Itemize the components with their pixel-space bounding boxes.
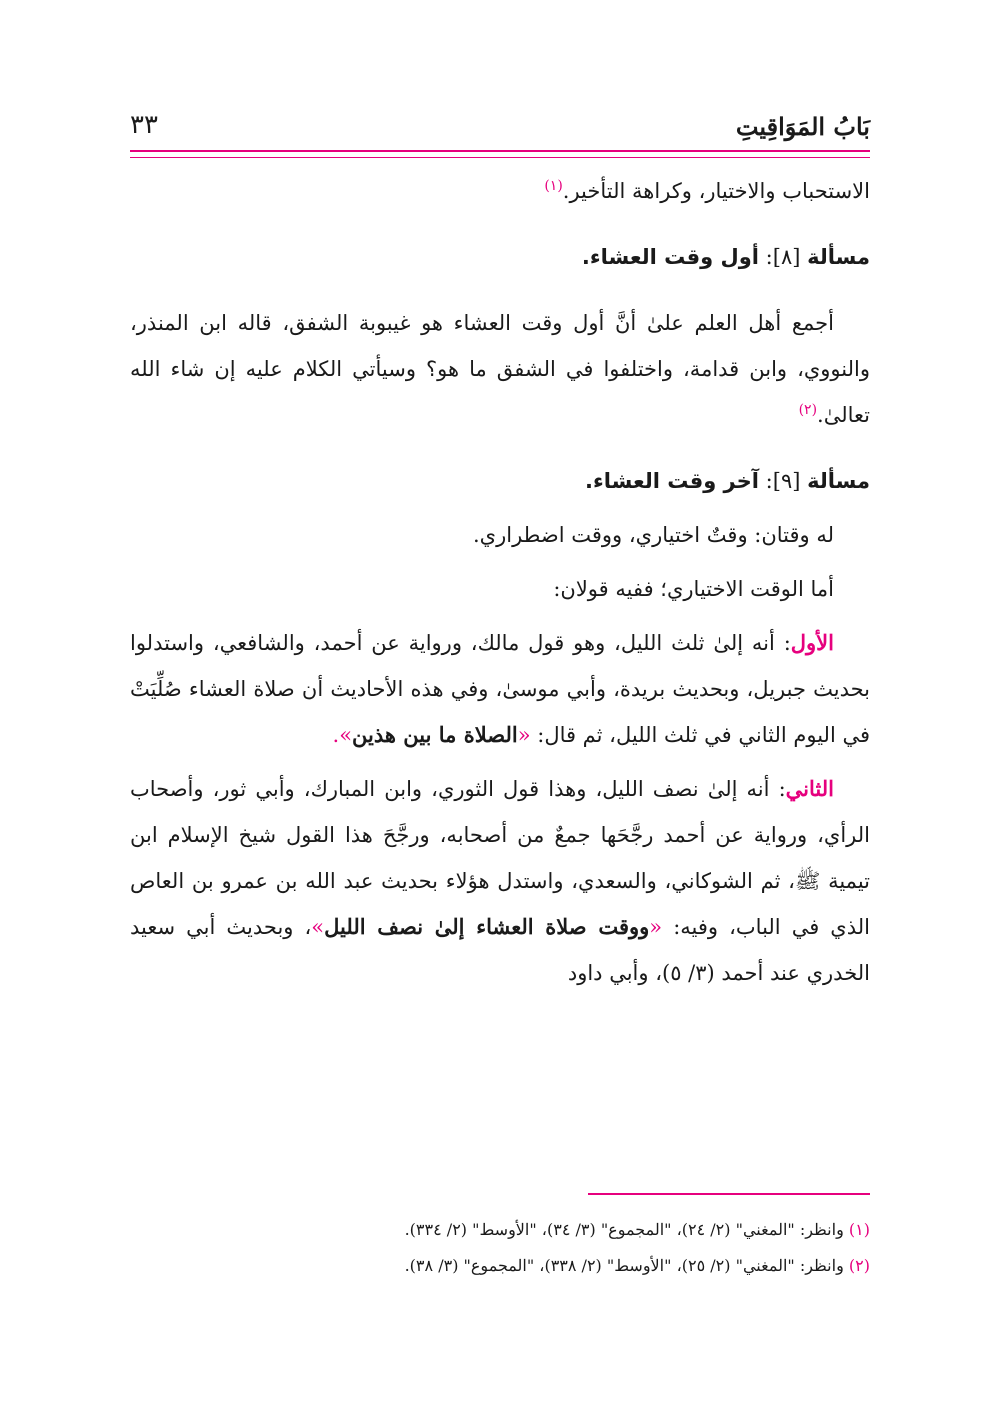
quote-close: ». [332,723,353,747]
page-header [130,108,870,152]
quote-open: « [517,723,531,747]
header-rule-thick [130,150,870,152]
paragraph-optional-time [130,566,870,612]
paragraph-text: : أنه إلىٰ ثلث الليل، وهو قول مالك، ورواية عن أحمد، والشافعي، واستدلوا بحديث جبريل، وبحديث بريدة، وأبي موسىٰ، وفي هذه الأحاديث أن صلاة العشاء صُلِّيَتْ في اليوم الثاني في ثلث الليل، ثم قال: [130,631,870,747]
footnote-text: وانظر: "المغني" (٢/ ٢٤)، "المجموع" (٣/ ٣٤)، "الأوسط" (٢/ ٣٣٤). [404,1220,844,1239]
paragraph-two-times [130,512,870,558]
paragraph-text: الاستحباب والاختيار، وكراهة التأخير. [562,179,870,203]
issue-heading-9 [130,458,870,504]
paragraph-text: : أنه إلىٰ نصف الليل، وهذا قول الثوري، وابن المبارك، وأبي ثور، وأصحاب الرأي، ورواية عن أحمد رجَّحَها جمعٌ من أصحابه، ورجَّحَ هذا القول شيخ الإسلام ابن تيمية ﷺ، ثم الشوكاني، والسعدي، واستدل هؤلاء بحديث عبد الله بن عمرو بن العاص الذي في الباب، وفيه: [130,777,871,939]
issue-title: أول وقت العشاء. [581,245,759,269]
paragraph-first-opinion [130,620,870,758]
paragraph-text-continued: ، وبحديث أبي سعيد الخدري عند أحمد (٣/ ٥)، وأبي داود [130,915,870,985]
footnote-1 [130,1212,870,1248]
main-text [130,168,870,996]
quote-close: » [311,915,325,939]
issue-number: [٩]: [765,469,801,493]
footnote-number: (١) [848,1220,870,1239]
footnote-ref-2[interactable]: (٢) [798,402,818,418]
header-rule-thin [130,157,870,158]
paragraph-text: أجمع أهل العلم علىٰ أنَّ أول وقت العشاء هو غيبوبة الشفق، قاله ابن المنذر، والنووي، وابن قدامة، واختلفوا في الشفق ما هو؟ وسيأتي الكلام عليه إن شاء الله تعالىٰ. [130,311,870,427]
issue-heading-8 [130,234,870,280]
hadith-quote: الصلاة ما بين هذين [352,722,518,747]
issue-number: [٨]: [765,245,801,269]
page-number: ٣٣ [130,110,158,140]
footnote-text: وانظر: "المغني" (٢/ ٢٥)، "الأوسط" (٢/ ٣٣٨)، "المجموع" (٣/ ٣٨). [404,1256,844,1275]
paragraph-continuation [130,168,870,214]
paragraph-text: له وقتان: وقتٌ اختياري، ووقت اضطراري. [473,523,834,547]
quote-open: « [649,915,663,939]
issue-label: مسألة [807,245,870,269]
chapter-title: بَابُ المَوَاقِيتِ [735,112,870,141]
footnote-2 [130,1248,870,1284]
footnote-number: (٢) [848,1256,870,1275]
paragraph-consensus [130,300,870,438]
footnote-ref-1[interactable]: (١) [544,178,563,194]
footnotes [130,1212,870,1284]
opinion-label-second: الثاني [785,776,834,801]
opinion-label-first: الأول [790,630,834,655]
paragraph-text: أما الوقت الاختياري؛ ففيه قولان: [553,577,834,601]
paragraph-second-opinion [130,766,870,996]
issue-title: آخر وقت العشاء. [585,469,759,493]
hadith-quote: ووقت صلاة العشاء إلىٰ نصف الليل [324,914,650,939]
footnote-separator [588,1193,870,1195]
issue-label: مسألة [807,469,870,493]
